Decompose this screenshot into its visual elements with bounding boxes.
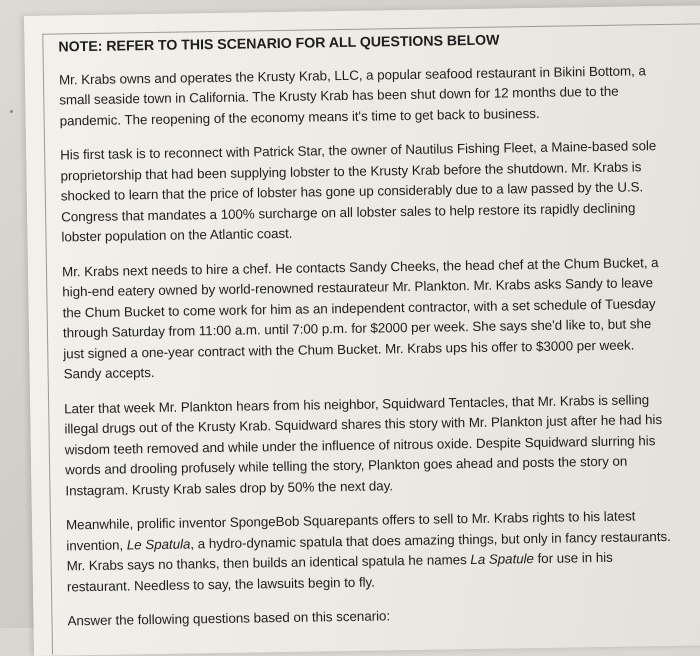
copy-name: La Spatule <box>470 551 534 568</box>
paragraph-invention <box>66 506 679 598</box>
instructions-line: Answer the following questions based on this scenario: <box>67 608 391 629</box>
margin-dot <box>10 110 13 113</box>
scenario-heading: NOTE: REFER TO THIS SCENARIO FOR ALL QUESTIONS BELOW <box>58 32 500 56</box>
paragraph-invention-part2: , a hydro-dynamic spatula that does amazing things, but only in fancy restaurants. Mr. Krabs says no thanks, then builds an identical spatula he names <box>66 528 671 574</box>
paragraph-chef: Mr. Krabs next needs to hire a chef. He contacts Sandy Cheeks, the head chef at the Chum Bucket, a high-end eatery owned by world-renowned restaurateur Mr. Plankton. Mr. Krabs asks Sandy to leave the Chum Bucket to come work for him as an independent contractor, with a set schedule of Tuesday through Saturday from 11:00 a.m. until 7:00 p.m. for $2000 per week. She says she'd like to, but she just signed a one-year contract with the Chum Bucket. Mr. Krabs ups his offer to $3000 per week. Sandy accepts. <box>61 254 659 382</box>
paragraph-lobster: His first task is to reconnect with Patrick Star, the owner of Nautilus Fishing Fleet, a Maine-based sole proprietorship that had been supplying lobster to the Krusty Krab before the shutdown. Mr. Krabs is shocked to learn that the price of lobster has gone up considerably due to a law passed by the U.S. Congress that mandates a 100% surcharge on all lobster sales to help restore its rapidly declining lobster population on the Atlantic coast. <box>60 138 657 245</box>
document-page <box>24 5 700 656</box>
invention-name: Le Spatula <box>126 535 191 552</box>
paragraph-intro: Mr. Krabs owns and operates the Krusty Krab, LLC, a popular seafood restaurant in Bikini Bottom, a small seaside town in California. The Krusty Krab has been shut down for 12 months due to the pandemic. The reopening of the economy means it's time to get back to business. <box>58 62 646 128</box>
paragraph-defamation: Later that week Mr. Plankton hears from his neighbor, Squidward Tentacles, that Mr. Krabs is selling illegal drugs out of the Krusty Krab. Squidward shares this story with Mr. Plankton just after he had his wisdom teeth removed and while under the influence of nitrous oxide. Despite Squidward slurring his words and drooling profusely while telling the story, Plankton goes ahead and posts the story on Instagram. Krusty Krab sales drop by 50% the next day. <box>64 391 663 498</box>
paragraph-invention-part3: for use in his restaurant. Needless to say, the lawsuits begin to fly. <box>66 549 613 594</box>
scenario-content <box>58 28 679 632</box>
paragraph-invention-part1: Meanwhile, prolific inventor SpongeBob Squarepants offers to sell to Mr. Krabs rights to his latest invention, <box>65 508 636 553</box>
